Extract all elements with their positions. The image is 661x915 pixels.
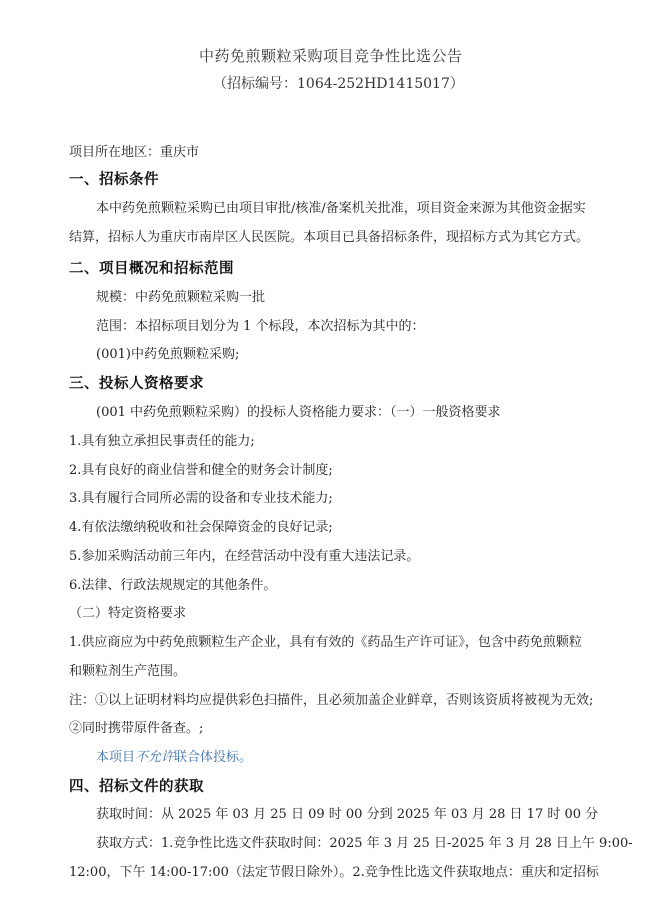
- special-requirement-heading: （二）特定资格要求: [69, 606, 187, 621]
- section-heading-1: 一、招标条件: [69, 172, 159, 188]
- section-heading-3: 三、投标人资格要求: [69, 376, 204, 392]
- qualification-intro: (001 中药免煎颗粒采购）的投标人资格能力要求：（一）一般资格要求: [96, 405, 501, 420]
- general-requirement: 6.法律、行政法规规定的其他条件。: [69, 578, 277, 593]
- special-requirement: 1.供应商应为中药免煎颗粒生产企业，具有有效的《药品生产许可证》，包含中药免煎颗粒: [69, 635, 582, 650]
- section-heading-4: 四、招标文件的获取: [69, 779, 204, 795]
- paragraph-line: 本中药免煎颗粒采购已由项目审批/核准/备案机关批准，项目资金来源为其他资金据实: [96, 201, 586, 216]
- note-line: ②同时携带原件备查。;: [69, 721, 204, 736]
- consortium-emphasis: 不允许: [135, 750, 175, 765]
- document-title: 中药免煎颗粒采购项目竞争性比选公告: [199, 47, 463, 65]
- tender-number: （招标编号：1064-252HD1415017）: [213, 76, 464, 92]
- scale-text: 规模：中药免煎颗粒采购一批: [96, 290, 266, 305]
- paragraph-line: 结算，招标人为重庆市南岸区人民医院。本项目已具备招标条件，现招标方式为其它方式。: [69, 230, 590, 245]
- consortium-statement: [96, 749, 252, 767]
- consortium-post: 联合体投标。: [174, 750, 253, 765]
- scope-text: 范围：本招标项目划分为 1 个标段，本次招标为其中的：: [96, 319, 425, 334]
- acquisition-method: 获取方式：1.竞争性比选文件获取时间：2025 年 3 月 25 日-2025 年 3 月 28 日上午 9:00-: [96, 836, 633, 851]
- acquisition-method: 12:00，下午 14:00-17:00（法定节假日除外）。2.竞争性比选文件获取地点：重庆和定招标: [69, 865, 599, 880]
- general-requirement: 1.具有独立承担民事责任的能力;: [69, 434, 255, 449]
- general-requirement: 3.具有履行合同所必需的设备和专业技术能力;: [69, 491, 333, 506]
- project-region: 项目所在地区：重庆市: [69, 145, 200, 160]
- general-requirement: 5.参加采购活动前三年内，在经营活动中没有重大违法记录。: [69, 549, 420, 564]
- general-requirement: 2.具有良好的商业信誉和健全的财务会计制度;: [69, 463, 333, 478]
- general-requirement: 4.有依法缴纳税收和社会保障资金的良好记录;: [69, 520, 333, 535]
- special-requirement: 和颗粒剂生产范围。: [69, 664, 187, 679]
- note-line: 注：①以上证明材料均应提供彩色扫描件，且必须加盖企业鲜章，否则该资质将被视为无效;: [69, 693, 594, 708]
- lot-text: (001)中药免煎颗粒采购;: [96, 347, 240, 362]
- section-heading-2: 二、项目概况和招标范围: [69, 261, 234, 277]
- acquisition-time: 获取时间：从 2025 年 03 月 25 日 09 时 00 分到 2025 年 03 月 28 日 17 时 00 分: [96, 807, 599, 822]
- consortium-pre: 本项目: [96, 750, 136, 765]
